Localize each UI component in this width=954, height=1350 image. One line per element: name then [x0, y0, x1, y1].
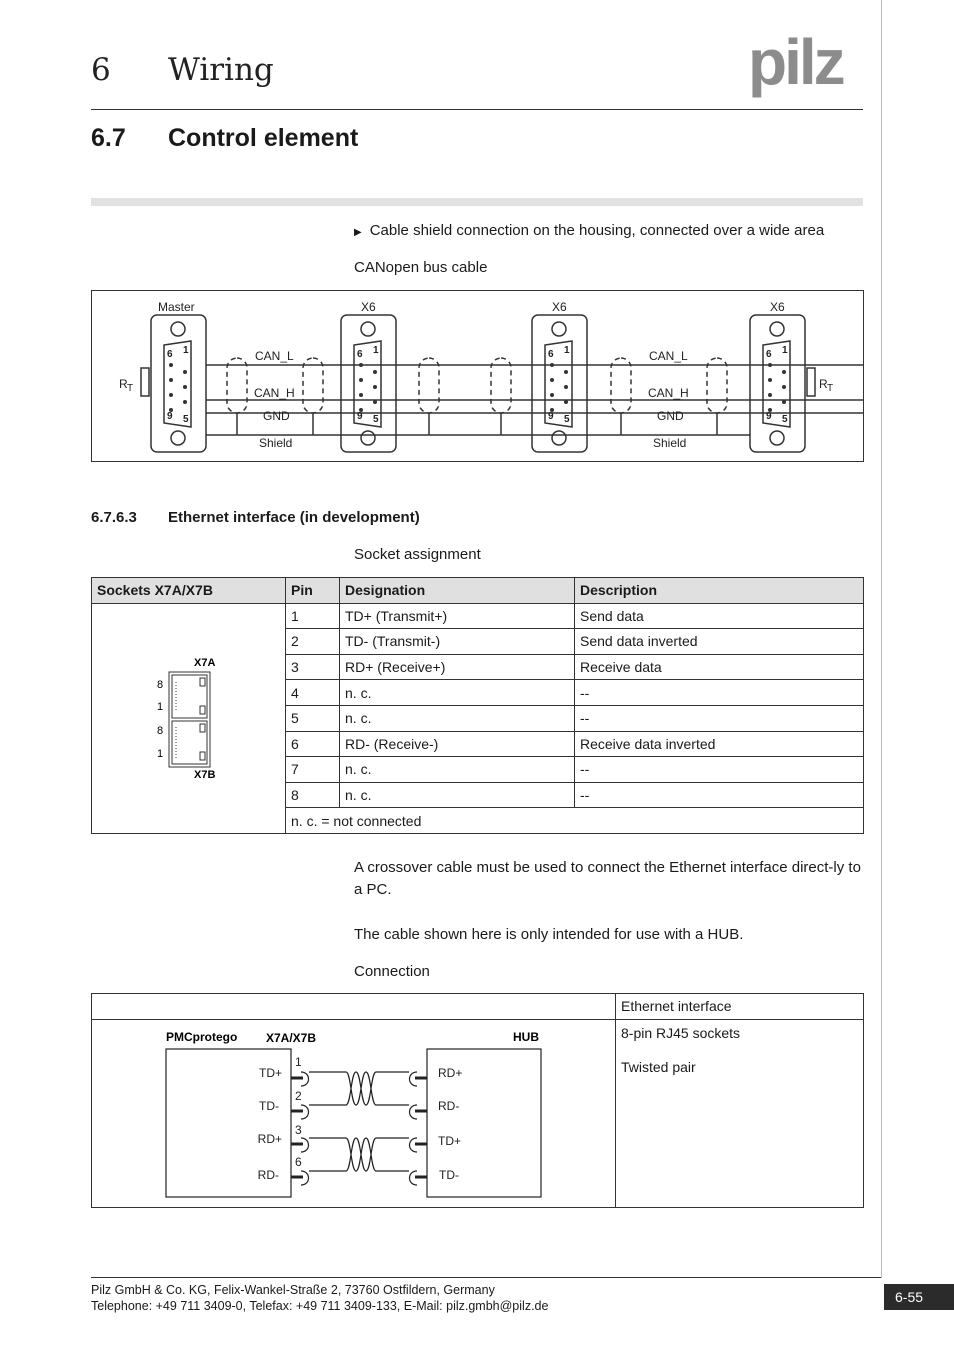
twisted-pair-text: Twisted pair — [621, 1058, 696, 1075]
pin-label: 1 — [782, 345, 788, 356]
label-master: Master — [158, 300, 195, 314]
pin-label: 1 — [295, 1054, 302, 1069]
pin-cell: 6 — [286, 731, 340, 757]
label-rt-sub: T — [827, 383, 834, 394]
socket-image-cell — [92, 603, 286, 833]
label-x7b: X7B — [194, 768, 216, 781]
label-pmcprotego: PMCprotego — [166, 1029, 238, 1044]
label-gnd: GND — [263, 409, 290, 423]
designation-cell: RD+ (Receive+) — [340, 654, 575, 680]
label-x6: X6 — [361, 300, 376, 314]
pin-label: 1 — [183, 345, 189, 356]
label-rt-sub: T — [127, 383, 134, 394]
pin-label: 5 — [564, 414, 570, 425]
chapter-heading: 6 Wiring — [91, 52, 274, 88]
subsection-heading: 6.7.6.3 Ethernet interface (in development) — [91, 509, 420, 526]
label-rt: R — [119, 377, 128, 391]
empty-cell — [92, 994, 616, 1020]
bullet-item: ▶ Cable shield connection on the housing, connected over a wide area — [354, 222, 825, 239]
label-x6: X6 — [770, 300, 785, 314]
pin-cell: 1 — [286, 603, 340, 629]
designation-cell: TD- (Transmit-) — [340, 629, 575, 655]
signal-label: TD+ — [258, 1065, 282, 1080]
triangle-bullet-icon: ▶ — [354, 227, 362, 238]
pin-label: 9 — [766, 411, 772, 422]
description-cell: -- — [575, 782, 864, 808]
socket-table — [91, 577, 864, 834]
margin-rule — [881, 0, 882, 1278]
footer-rule — [91, 1277, 881, 1278]
label-can-l: CAN_L — [649, 349, 688, 363]
footnote-cell: n. c. = not connected — [286, 808, 864, 834]
divider-bar — [91, 198, 863, 206]
designation-cell: n. c. — [340, 680, 575, 706]
designation-cell: n. c. — [340, 782, 575, 808]
connection-details-cell — [616, 1019, 864, 1207]
description-cell: -- — [575, 757, 864, 783]
table-header-row — [92, 578, 864, 604]
page-number: 6-55 — [884, 1284, 954, 1310]
pin-label: 2 — [295, 1088, 302, 1103]
column-header: Designation — [340, 578, 575, 604]
rj45-socket-image — [92, 604, 286, 834]
canopen-caption: CANopen bus cable — [354, 259, 488, 276]
pin-label: 1 — [373, 345, 379, 356]
pin-label: 6 — [548, 349, 554, 360]
pin-label: 6 — [766, 349, 772, 360]
label-can-l: CAN_L — [255, 349, 294, 363]
pin-label: 9 — [357, 411, 363, 422]
label-gnd: GND — [657, 409, 684, 423]
signal-label: RD+ — [257, 1131, 282, 1146]
pin-label: 5 — [782, 414, 788, 425]
canopen-diagram — [91, 290, 864, 462]
connection-caption: Connection — [354, 963, 430, 980]
pin-label: 3 — [295, 1122, 302, 1137]
designation-cell: TD+ (Transmit+) — [340, 603, 575, 629]
pin-label: 6 — [295, 1154, 302, 1169]
label-x6: X6 — [552, 300, 567, 314]
label-rt: R — [819, 377, 828, 391]
connection-diagram-cell — [92, 1019, 616, 1207]
description-cell: Send data inverted — [575, 629, 864, 655]
label-can-h: CAN_H — [254, 386, 295, 400]
label-hub: HUB — [513, 1029, 539, 1044]
pin-label: 9 — [548, 411, 554, 422]
pin-label: 6 — [357, 349, 363, 360]
signal-label: RD+ — [438, 1065, 463, 1080]
column-header: Pin — [286, 578, 340, 604]
pin-label: 8 — [157, 678, 164, 691]
pin-label: 1 — [564, 345, 570, 356]
description-cell: Receive data inverted — [575, 731, 864, 757]
description-cell: -- — [575, 680, 864, 706]
rj45-text: 8-pin RJ45 sockets — [621, 1024, 741, 1041]
header-cell: Ethernet interface — [616, 994, 864, 1020]
table-row — [92, 603, 864, 629]
pin-label: 9 — [167, 411, 173, 422]
description-cell: -- — [575, 705, 864, 731]
section-heading: 6.7 Control element — [91, 124, 359, 152]
pin-label: 5 — [183, 414, 189, 425]
column-header: Description — [575, 578, 864, 604]
pin-label: 5 — [373, 414, 379, 425]
pin-cell: 7 — [286, 757, 340, 783]
pilz-logo: pilz — [748, 26, 843, 98]
label-can-h: CAN_H — [648, 386, 689, 400]
pin-cell: 2 — [286, 629, 340, 655]
designation-cell: RD- (Receive-) — [340, 731, 575, 757]
signal-label: TD+ — [438, 1133, 462, 1148]
footer-address: Pilz GmbH & Co. KG, Felix-Wankel-Straße 2, 73760 Ostfildern, Germany — [91, 1283, 495, 1297]
signal-label: TD- — [259, 1098, 279, 1113]
pin-cell: 3 — [286, 654, 340, 680]
hub-note: The cable shown here is only intended for use with a HUB. — [354, 926, 744, 943]
signal-label: RD- — [438, 1098, 460, 1113]
connection-table — [91, 993, 864, 1208]
header-rule — [91, 109, 863, 110]
description-cell: Send data — [575, 603, 864, 629]
signal-label: TD- — [439, 1167, 459, 1182]
socket-caption: Socket assignment — [354, 546, 481, 563]
pin-cell: 5 — [286, 705, 340, 731]
pin-label: 6 — [167, 349, 173, 360]
pin-label: 8 — [157, 724, 164, 737]
label-shield: Shield — [259, 436, 293, 450]
label-x7a: X7A — [194, 656, 216, 669]
footer-contact: Telephone: +49 711 3409-0, Telefax: +49 711 3409-133, E-Mail: pilz.gmbh@pilz.de — [91, 1299, 549, 1313]
pin-cell: 8 — [286, 782, 340, 808]
designation-cell: n. c. — [340, 705, 575, 731]
description-cell: Receive data — [575, 654, 864, 680]
connection-diagram — [92, 1020, 616, 1208]
signal-label: RD- — [257, 1167, 279, 1182]
pin-label: 1 — [157, 747, 164, 760]
label-port: X7A/X7B — [266, 1030, 317, 1045]
crossover-note: A crossover cable must be used to connect the Ethernet interface direct-ly to a PC. — [354, 859, 861, 898]
column-header: Sockets X7A/X7B — [92, 578, 286, 604]
designation-cell: n. c. — [340, 757, 575, 783]
pin-cell: 4 — [286, 680, 340, 706]
pin-label: 1 — [157, 700, 164, 713]
label-shield: Shield — [653, 436, 687, 450]
